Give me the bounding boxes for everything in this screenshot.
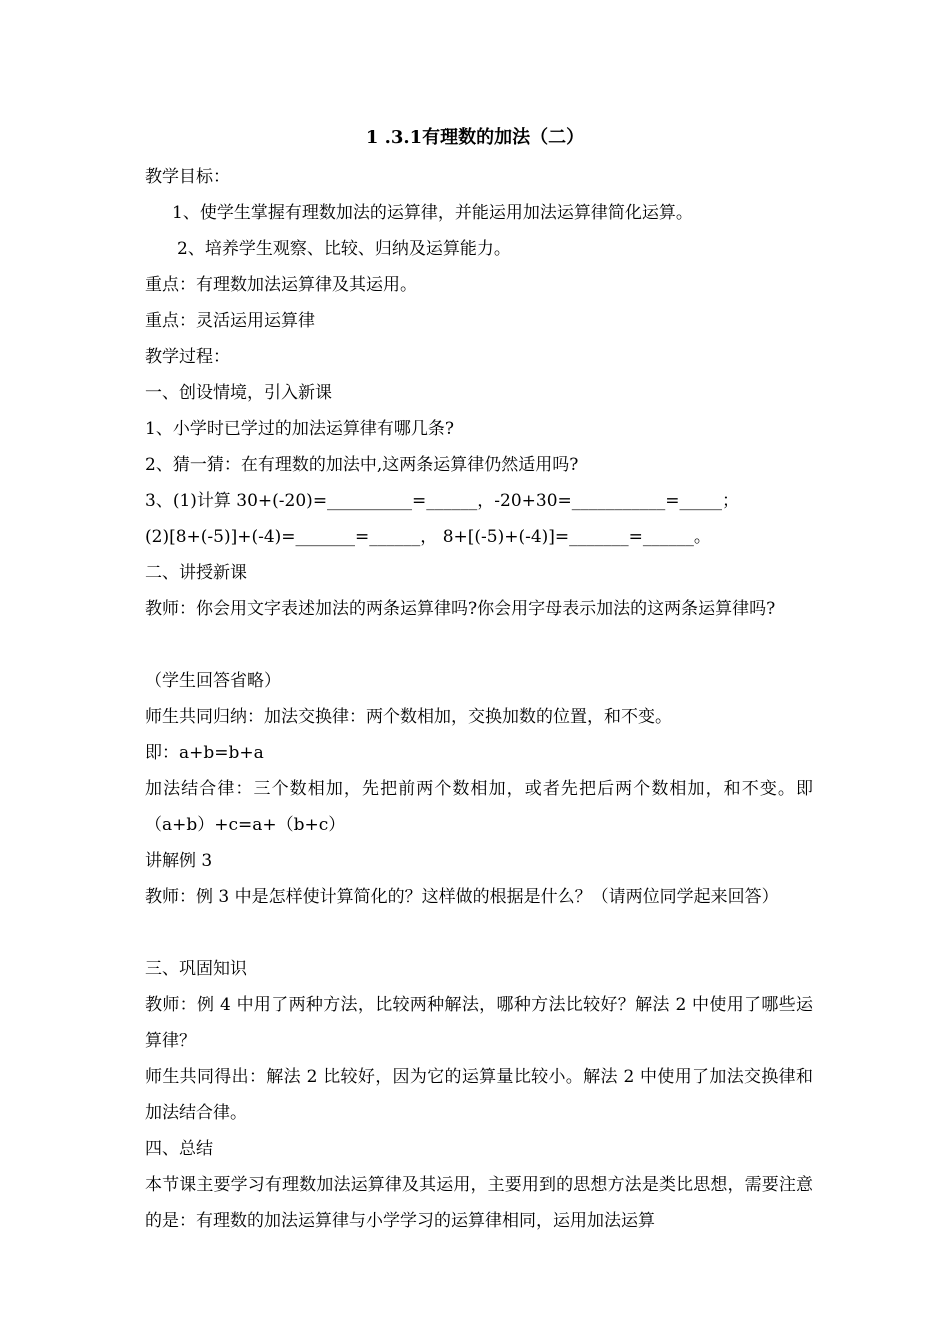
- paragraph-student-answer: （学生回答省略）: [145, 671, 281, 691]
- paragraph-question-2: 2、猜一猜：在有理数的加法中,这两条运算律仍然适用吗?: [145, 455, 579, 475]
- paragraph-exercise-1: 3、(1)计算 30+(-20)=__________=______，-20+30=___________=_____；: [145, 491, 740, 511]
- paragraph-process-heading: 教学过程：: [145, 347, 230, 367]
- paragraph-key-point-1: 重点：有理数加法运算律及其运用。: [145, 275, 417, 295]
- paragraph-question-1: 1、小学时已学过的加法运算律有哪几条?: [145, 419, 454, 439]
- paragraph-teaching-goals-heading: 教学目标：: [145, 167, 230, 187]
- paragraph-summary: 本节课主要学习有理数加法运算律及其运用，主要用到的思想方法是类比思想，需要注意的是：有理数的加法运算律与小学学习的运算律相同，运用加法运算: [145, 1175, 813, 1231]
- paragraph-associative-law: 加法结合律：三个数相加，先把前两个数相加，或者先把后两个数相加，和不变。即（a+b）+c=a+（b+c）: [145, 779, 813, 835]
- paragraph-example-4-question: 教师：例 4 中用了两种方法，比较两种解法，哪种方法比较好？解法 2 中使用了哪些运算律？: [145, 995, 813, 1051]
- paragraph-exercise-2: (2)[8+(-5)]+(-4)=_______=______， 8+[(-5)+(-4)]=_______=______。: [145, 527, 711, 547]
- paragraph-teacher-question: 教师：你会用文字表述加法的两条运算律吗?你会用字母表示加法的这两条运算律吗?: [145, 599, 776, 619]
- section-heading-4: 四、总结: [145, 1139, 213, 1159]
- document-title: 1 .3.1有理数的加法（二）: [365, 127, 585, 148]
- paragraph-commutative-formula: 即：a+b=b+a: [145, 743, 264, 763]
- paragraph-example-4-answer: 师生共同得出：解法 2 比较好，因为它的运算量比较小。解法 2 中使用了加法交换律和加法结合律。: [145, 1067, 813, 1123]
- paragraph-goal-1: 1、使学生掌握有理数加法的运算律，并能运用加法运算律简化运算。: [172, 203, 693, 223]
- paragraph-example-3-question: 教师：例 3 中是怎样使计算简化的？这样做的根据是什么？（请两位同学起来回答）: [145, 887, 779, 907]
- document-body: [145, 159, 813, 1239]
- paragraph-goal-2: 2、培养学生观察、比较、归纳及运算能力。: [177, 239, 511, 259]
- paragraph-example-3: 讲解例 3: [145, 851, 213, 871]
- paragraph-key-point-2: 重点：灵活运用运算律: [145, 311, 315, 331]
- paragraph-commutative-law: 师生共同归纳：加法交换律：两个数相加，交换加数的位置，和不变。: [145, 707, 672, 727]
- section-heading-1: 一、创设情境，引入新课: [145, 383, 332, 403]
- section-heading-2: 二、讲授新课: [145, 563, 247, 583]
- section-heading-3: 三、巩固知识: [145, 959, 247, 979]
